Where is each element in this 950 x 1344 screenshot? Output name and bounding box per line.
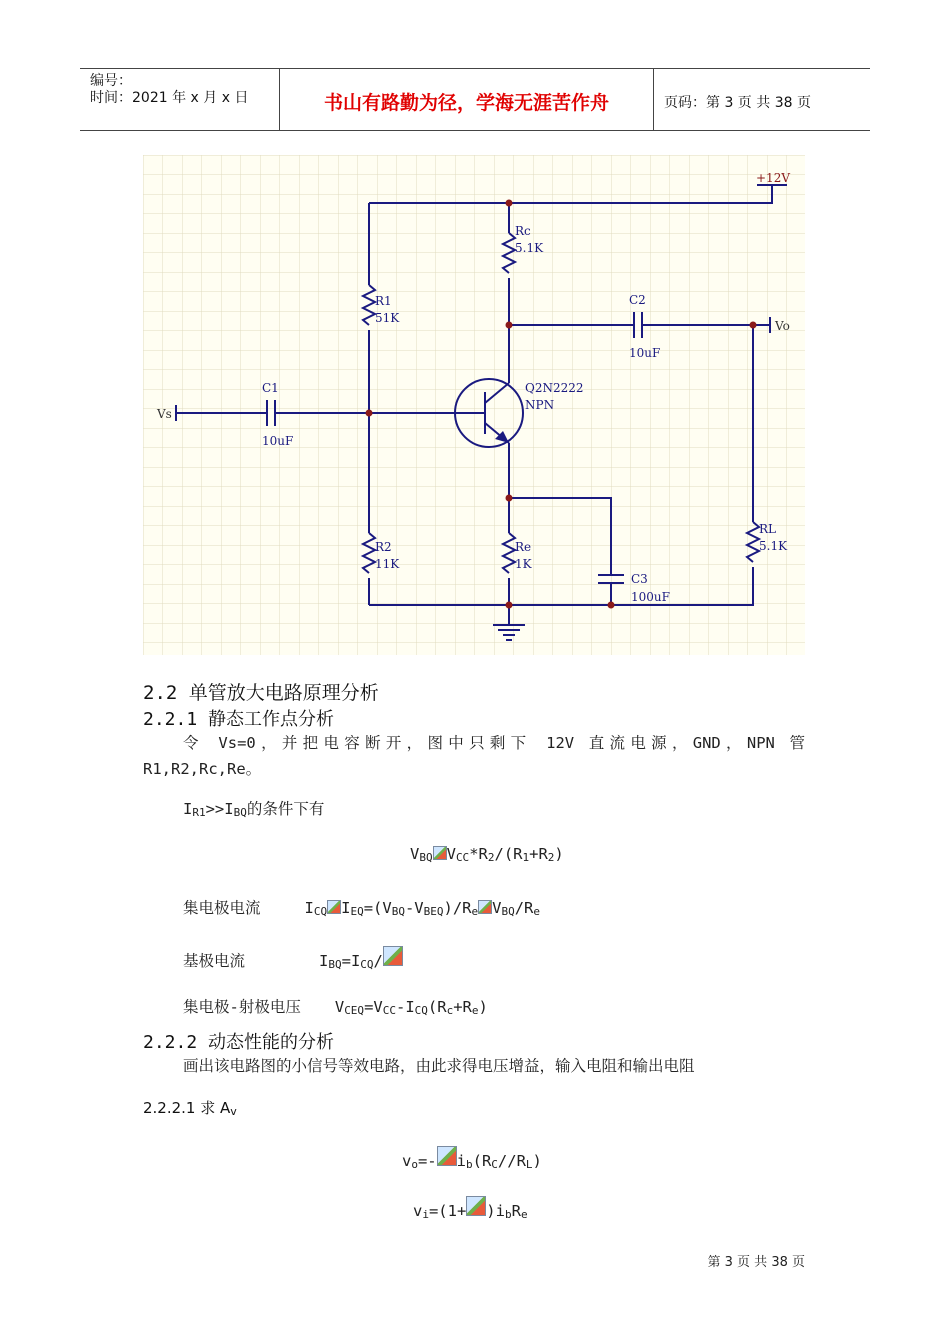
approx-image-icon xyxy=(433,846,447,860)
icq-cq-sub: CQ xyxy=(313,905,328,918)
paragraph-1-line-2: R1,R2,Rc,Re。 xyxy=(143,760,262,778)
approx-image-icon xyxy=(327,900,341,914)
paragraph-2: 画出该电路图的小信号等效电路，由此求得电压增益，输入电阻和输出电阻 xyxy=(183,1057,695,1075)
ibq-cq-sub: CQ xyxy=(360,958,374,971)
cond-gg: >>I xyxy=(205,800,234,818)
section-2-2-2-1-heading xyxy=(143,1097,237,1118)
junction-bottom-c3 xyxy=(608,602,615,609)
equation-vceq xyxy=(183,995,488,1017)
vbq-mid: *R xyxy=(469,845,488,863)
c3-name: C3 xyxy=(631,572,648,586)
r2-value: 11K xyxy=(375,557,400,571)
cond-rest: 的条件下有 xyxy=(246,800,325,818)
vcc-label: +12V xyxy=(756,171,790,185)
icq-i: I xyxy=(304,899,314,917)
icq-label: 集电极电流 xyxy=(183,899,261,917)
rc-value: 5.1K xyxy=(515,241,544,255)
vo-o-sub: o xyxy=(411,1158,418,1171)
icq-i2: I xyxy=(341,899,351,917)
ibq-mid: =I xyxy=(341,952,361,970)
junction-vo xyxy=(750,322,757,329)
cond-r1-sub: R1 xyxy=(192,806,206,819)
vceq-mid4: +R xyxy=(453,998,472,1016)
beta-image-icon xyxy=(466,1196,486,1216)
section-2-2-2-heading: 2.2.2 动态性能的分析 xyxy=(143,1032,335,1053)
vo-v: v xyxy=(402,1152,412,1170)
paragraph-1-line-1: 令 Vs=0，并把电容断开，图中只剩下 12V 直流电源，GND，NPN 管 xyxy=(183,734,805,752)
vbq-end: ) xyxy=(554,845,564,863)
circuit-schematic xyxy=(143,155,805,655)
c1-name: C1 xyxy=(262,381,279,395)
vceq-cq-sub: CQ xyxy=(414,1004,428,1017)
icq-beq-sub: BEQ xyxy=(423,905,444,918)
vi-e-sub: e xyxy=(520,1208,528,1221)
vceq-label: 集电极-射极电压 xyxy=(183,998,301,1016)
heading-av-text: 2.2.2.1 求 A xyxy=(143,1099,231,1117)
number-label: 编号： xyxy=(90,73,132,89)
icq-e2-sub: e xyxy=(533,905,541,918)
vi-r: R xyxy=(511,1202,521,1220)
cond-bq-sub: BQ xyxy=(233,806,247,819)
vo-label: Vo xyxy=(775,319,790,333)
beta-image-icon xyxy=(437,1146,457,1166)
vi-mid: =(1+ xyxy=(428,1202,467,1220)
equation-vo xyxy=(402,1146,542,1171)
vceq-end: ) xyxy=(478,998,488,1016)
c1-value: 10uF xyxy=(262,434,294,448)
vbq-v2: V xyxy=(446,845,456,863)
junction-bottom-re xyxy=(506,602,513,609)
vceq-c-sub: c xyxy=(446,1004,454,1017)
vo-l-sub: L xyxy=(525,1158,533,1171)
r1-name: R1 xyxy=(375,294,392,308)
vceq-ceq-sub: CEQ xyxy=(344,1004,365,1017)
junction-collector xyxy=(506,322,513,329)
r1-value: 51K xyxy=(375,311,400,325)
transistor-name: Q2N2222 xyxy=(525,381,584,395)
vbq-cc-sub: CC xyxy=(455,851,470,864)
re-name: Re xyxy=(515,540,532,554)
c2-value: 10uF xyxy=(629,346,661,360)
vceq-mid2: -I xyxy=(395,998,415,1016)
vbq-v: V xyxy=(410,845,420,863)
vbq-mid2: /(R xyxy=(494,845,523,863)
equation-vi xyxy=(413,1196,528,1221)
icq-mid4: /R xyxy=(514,899,534,917)
vo-mid: =- xyxy=(417,1152,437,1170)
beta-image-icon xyxy=(383,946,403,966)
vo-i: i xyxy=(456,1152,466,1170)
vi-i-sub: i xyxy=(422,1208,429,1221)
vi-v: v xyxy=(413,1202,423,1220)
approx-image-icon xyxy=(478,900,492,914)
junction-emitter xyxy=(506,495,513,502)
rl-name: RL xyxy=(759,522,777,536)
section-2-2-heading: 2.2 单管放大电路原理分析 xyxy=(143,682,379,704)
vbq-one-sub: 1 xyxy=(522,851,530,864)
icq-mid2: -V xyxy=(404,899,424,917)
vo-end: ) xyxy=(532,1152,542,1170)
c2-name: C2 xyxy=(629,293,646,307)
rc-name: Rc xyxy=(515,224,531,238)
vo-b-sub: b xyxy=(465,1158,473,1171)
vo-mid2: (R xyxy=(472,1152,492,1170)
vi-b-sub: b xyxy=(504,1208,512,1221)
icq-mid3: )/R xyxy=(443,899,472,917)
junction-base xyxy=(366,410,373,417)
vceq-v: V xyxy=(334,998,345,1016)
page-footer: 第 3 页 共 38 页 xyxy=(707,1255,805,1270)
icq-bq2-sub: BQ xyxy=(501,905,515,918)
cond-i: I xyxy=(183,800,193,818)
vceq-mid: =V xyxy=(364,998,383,1016)
vbq-sub: BQ xyxy=(419,851,433,864)
icq-bq-sub: BQ xyxy=(391,905,405,918)
vceq-mid3: (R xyxy=(427,998,447,1016)
vbq-plus: +R xyxy=(529,845,548,863)
ibq-bq-sub: BQ xyxy=(328,958,342,971)
ibq-label: 基极电流 xyxy=(183,952,246,970)
condition-line xyxy=(183,797,324,819)
icq-v: V xyxy=(492,899,502,917)
header-page-info: 页码：第 3 页 共 38 页 xyxy=(664,94,811,111)
ibq-i: I xyxy=(319,952,329,970)
icq-e-sub: e xyxy=(471,905,479,918)
vceq-cc-sub: CC xyxy=(382,1004,396,1017)
equation-vbq xyxy=(410,845,564,864)
junction-top-rc xyxy=(506,200,513,207)
icq-mid: =(V xyxy=(363,899,392,917)
vceq-e-sub: e xyxy=(471,1004,479,1017)
vbq-two2-sub: 2 xyxy=(547,851,555,864)
heading-av-sub: v xyxy=(230,1105,237,1118)
re-value: 1K xyxy=(515,557,532,571)
vo-mid3: //R xyxy=(497,1152,526,1170)
vo-c-sub: C xyxy=(491,1158,498,1171)
r2-name: R2 xyxy=(375,540,392,554)
page-header xyxy=(80,68,870,131)
transistor-type: NPN xyxy=(525,398,555,412)
header-motto: 书山有路勤为径，学海无涯苦作舟 xyxy=(280,69,654,130)
vs-label: Vs xyxy=(157,407,172,421)
header-meta xyxy=(80,69,280,130)
equation-icq xyxy=(183,896,540,918)
section-2-2-1-heading: 2.2.1 静态工作点分析 xyxy=(143,709,335,730)
vbq-two-sub: 2 xyxy=(487,851,495,864)
rl-value: 5.1K xyxy=(759,539,788,553)
c3-value: 100uF xyxy=(631,590,670,604)
time-label: 时间：2021 年 x 月 x 日 xyxy=(90,90,249,106)
equation-ibq xyxy=(183,946,403,971)
icq-eq-sub: EQ xyxy=(350,905,364,918)
vi-end: )i xyxy=(486,1202,505,1220)
ibq-end: / xyxy=(373,952,383,970)
